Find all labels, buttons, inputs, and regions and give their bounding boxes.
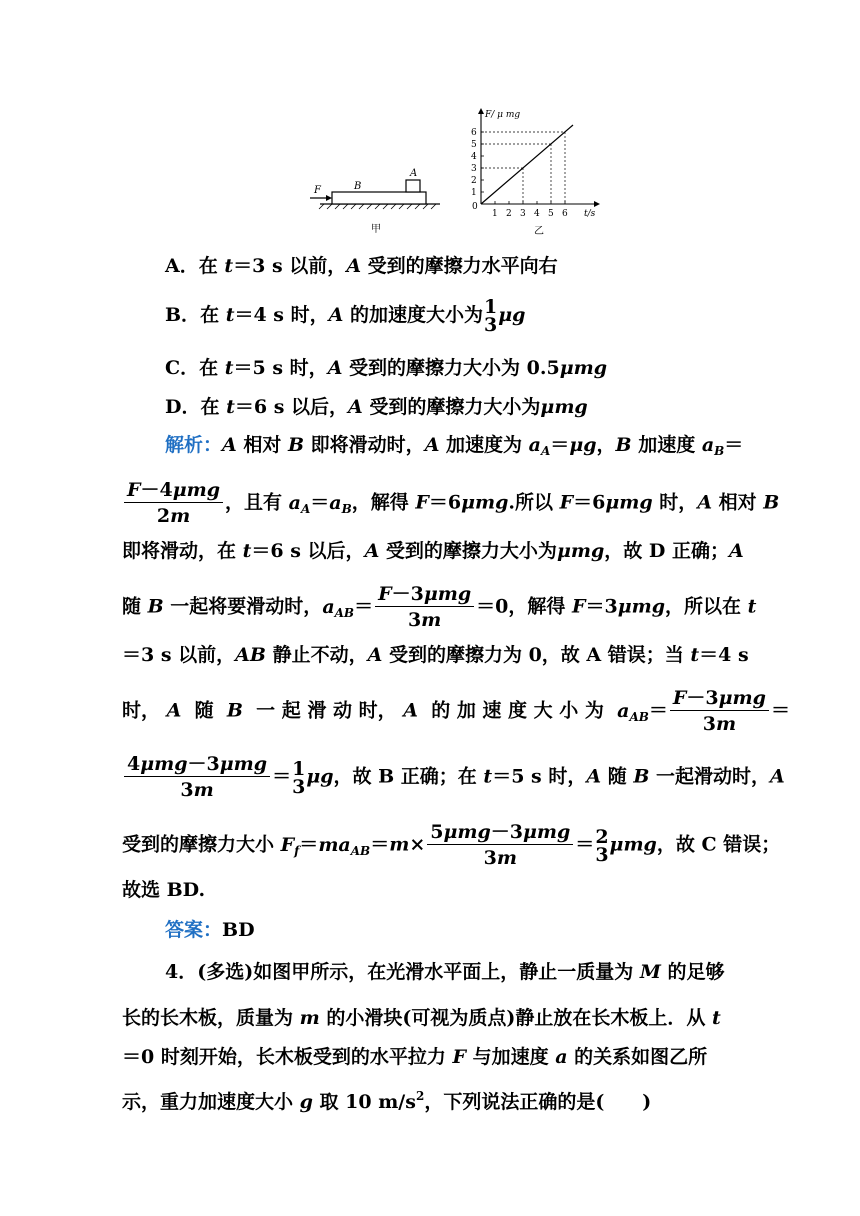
option-a [165, 252, 558, 280]
figure-caption-jia: 甲 [371, 224, 381, 235]
option-b [165, 298, 525, 334]
question4-line-3: ＝0 时刻开始，长木板受到的水平拉力 F 与加速度 a 的关系如图乙所 [122, 1046, 708, 1068]
x-axis-label: t/s [584, 209, 596, 219]
question4-line-1: 4．(多选)如图甲所示，在光滑水平面上，静止一质量为 M 的足够 [165, 961, 725, 983]
var-t: t [224, 357, 234, 379]
block-a [406, 180, 420, 192]
var-a: A [346, 255, 362, 277]
x-tick-label: 5 [548, 209, 554, 219]
option-text: 受到的摩擦力大小为 [362, 396, 541, 418]
analysis-line-9 [122, 876, 205, 904]
option-c [165, 354, 607, 382]
fraction: 2 3 [595, 825, 609, 866]
option-text: ＝5 s 时， [233, 357, 328, 379]
figure-jia [310, 168, 440, 235]
fraction: $\frac{\text{4μmg－3μmg}}{3m}$ [124, 752, 270, 803]
var-t: t [224, 255, 234, 277]
var-a: A [328, 304, 344, 326]
option-label: A． [165, 255, 199, 277]
y-tick-label: 4 [471, 152, 477, 162]
x-tick-label: 6 [562, 209, 568, 219]
analysis-line-3: 即将滑动，在 t＝6 s 以后，A 受到的摩擦力大小为μmg，故 D 正确；A [122, 540, 744, 562]
var-t: t [226, 396, 235, 418]
option-text: 在 [198, 255, 225, 277]
y-axis-label: F/ μ mg [485, 110, 521, 120]
figure-caption-yi: 乙 [534, 226, 544, 237]
analysis-line-1: 解析：A 相对 B 即将滑动时，A 加速度为 $a_A=\mu g$，B 加速度 $a_B=$ [165, 434, 744, 458]
x-tick-label: 3 [520, 209, 526, 219]
option-text: ＝6 s 以后， [234, 396, 349, 418]
answer-heading: 答案： [165, 919, 223, 941]
y-tick-label: 6 [471, 128, 477, 138]
fraction: $\frac{\text{F－4μmg}}{2m}$ [124, 478, 223, 529]
formula: μmg [559, 357, 608, 379]
figure-yi [471, 108, 600, 237]
x-tick-label: 2 [506, 209, 512, 219]
analysis-line-6: 时， A 随 B 一 起 滑 动 时， A 的 加 速 度 大 小 为 $a_{AB}=$ $\frac{\text{F－3μmg}}{3m}$ ＝ [122, 687, 790, 735]
figure-svg [300, 100, 620, 240]
var-t: t [225, 304, 235, 326]
question4-line-2: 长的长木板，质量为 m 的小滑块(可视为质点)静止放在长木板上．从 t [122, 1007, 721, 1029]
analysis-line-7: $\frac{\text{4μmg－3μmg}}{3m}$ ＝ 1 3 μg，故 B 正确；在 t＝5 s 时，A 随 B 一起滑动时，A [122, 752, 785, 803]
option-text: ＝3 s 以前， [233, 255, 347, 277]
fraction: $\frac{\text{F－3μmg}}{3m}$ [670, 686, 769, 737]
block-label: A [410, 168, 418, 179]
y-tick-label: 3 [471, 164, 477, 174]
fraction: $\frac{\text{F－3μmg}}{3m}$ [375, 582, 474, 633]
origin-label: 0 [472, 202, 478, 212]
analysis-line-8: 受到的摩擦力大小 $F_f=ma_{AB}=m\times$ $\frac{\text{5μmg－3μmg}}{3m}$ ＝ 2 3 μmg，故 C 错误； [122, 821, 781, 869]
option-label: C． [165, 357, 200, 379]
var-a: A [348, 396, 363, 418]
x-tick-label: 1 [492, 209, 498, 219]
option-text: 的加速度大小为 [343, 304, 483, 326]
formula: μmg [540, 396, 588, 418]
y-tick-label: 1 [471, 188, 477, 198]
answer-value: BD [222, 919, 255, 941]
answer-line [165, 916, 255, 944]
board-label: B [354, 181, 362, 192]
analysis-line-4: 随 B 一起将要滑动时，$a_{AB}=$ $\frac{\text{F－3μmg}}{3m}$ ＝0，解得 F＝3μmg，所以在 t [122, 583, 757, 631]
option-text: 受到的摩擦力大小为 0.5 [342, 357, 560, 379]
select-line: 故选 BD. [122, 879, 206, 901]
x-tick-label: 4 [534, 209, 540, 219]
analysis-line-5: ＝3 s 以前，AB 静止不动，A 受到的摩擦力为 0，故 A 错误；当 t＝4 s [122, 644, 749, 666]
series-line [481, 125, 573, 204]
y-tick-label: 2 [471, 176, 477, 186]
question4-line-4: 示，重力加速度大小 g 取 10 $m/s^2$，下列说法正确的是( ) [122, 1089, 652, 1113]
option-text: 受到的摩擦力水平向右 [361, 255, 558, 277]
option-label: D． [165, 396, 201, 418]
force-label: F [314, 185, 321, 196]
option-text: 在 [200, 304, 226, 326]
fraction [484, 298, 497, 334]
option-text: 在 [199, 357, 225, 379]
board-b [332, 192, 426, 204]
problem-figure [300, 100, 620, 240]
analysis-heading: 解析： [165, 434, 223, 456]
option-label: B． [165, 304, 201, 326]
var-a: A [327, 357, 343, 379]
y-tick-label: 5 [471, 140, 477, 150]
formula: μg [498, 304, 526, 326]
option-d [165, 393, 588, 421]
fraction: 1 3 [292, 757, 306, 798]
option-text: ＝4 s 时， [234, 304, 329, 326]
numerator: 1 [484, 296, 498, 318]
analysis-line-2: $\frac{\text{F－4μmg}}{2m}$ ，且有 $a_A=a_B$，解得 F＝6μmg.所以 F＝6μmg 时，A 相对 B [122, 478, 779, 529]
fraction: $\frac{\text{5μmg－3μmg}}{3m}$ [427, 820, 573, 871]
option-text: 在 [200, 396, 227, 418]
denominator: 3 [484, 314, 498, 336]
